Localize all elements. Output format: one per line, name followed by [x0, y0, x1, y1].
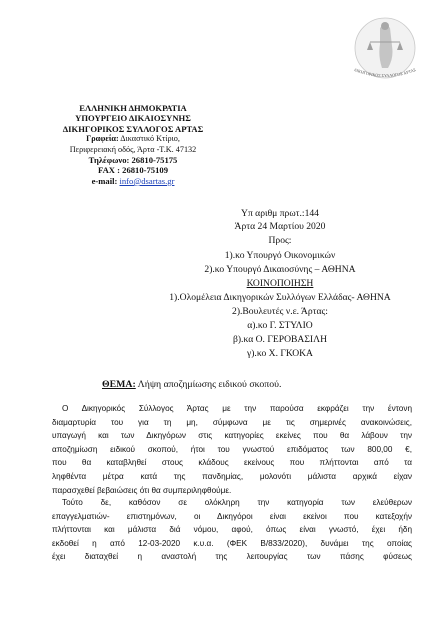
header-line-republic: ΕΛΛΗΝΙΚΗ ΔΗΜΟΚΡΑΤΙΑ [79, 103, 187, 113]
protocol-number: Υπ αριθμ πρωτ.:144 [241, 208, 319, 219]
paragraph-line: πλήττονται και μάλιστα διά νόμου, αφού, όπως είναι γνωστό, έχει ήδη [52, 525, 412, 535]
office-label: Γραφεία: [86, 134, 119, 144]
header-line-ministry: ΥΠΟΥΡΓΕΙΟ ΔΙΚΑΙΟΣΥΝΗΣ [75, 113, 191, 124]
recipient-2: 2).κο Υπουργό Δικαιοσύνης – ΑΘΗΝΑ [204, 264, 356, 275]
bar-association-logo [340, 6, 430, 86]
letterhead [48, 103, 218, 186]
letter-date: Άρτα 24 Μαρτίου 2020 [234, 221, 326, 232]
subject-line [102, 379, 281, 390]
header-office [48, 134, 218, 144]
office-value: Δικαστικό Κτίριο, [120, 134, 180, 144]
header-line-association: ΔΙΚΗΓΟΡΙΚΟΣ ΣΥΛΛΟΓΟΣ ΑΡΤΑΣ [62, 123, 204, 134]
paragraph-line: αποζημίωση ειδικού σκοπού, ήτοι του γνωστού επιδόματος των 800,00 €, [52, 444, 412, 454]
header-email [48, 176, 218, 186]
paragraph-line: Τούτο δε, καθόσον σε ολόκληρη την κατηγορία των ελεύθερων [62, 498, 412, 507]
mp-2: β).κα Ο. ΓΕΡΟΒΑΣΙΛΗ [232, 334, 328, 345]
mp-3: γ).κο Χ. ΓΚΟΚΑ [247, 348, 313, 359]
cc-recipient-2: 2).Βουλευτές ν.ε. Άρτας: [232, 306, 328, 317]
recipient-1: 1).κο Υπουργό Οικονομικών [224, 250, 336, 261]
paragraph-line: εκδοθεί η από 12-03-2020 κ.υ.α. (ΦΕΚ Β/833/2020), δυνάμει της οποίας [52, 538, 412, 548]
paragraph-line: υπαγωγή και των Δικηγόρων στις κατηγορίες εκείνες που θα λάβουν την [52, 431, 412, 441]
email-label: e-mail: [91, 175, 118, 186]
header-address: Περιφερειακή οδός, Άρτα -Τ.Κ. 47132 [69, 144, 197, 154]
logo-arc-bottom: ΔΙΚΗΓΟΡΙΚΟΣ ΣΥΛΛΟΓΟΣ ΑΡΤΑΣ [353, 66, 417, 79]
paragraph-line: παρασχεθεί βεβαιώσεις ότι θα συμπεριληφθούμε. [52, 485, 232, 495]
email-link[interactable]: info@dsartas.gr [119, 175, 175, 186]
subject-label: ΘΕΜΑ: [102, 379, 136, 390]
paragraph-line: έχει διαταχθεί η αναστολή της λειτουργίας των πάσης φύσεως [52, 552, 412, 562]
subject-text: Λήψη αποζημίωσης ειδικού σκοπού. [135, 379, 282, 390]
cc-label: ΚΟΙΝΟΠΟΙΗΣΗ [246, 278, 314, 289]
paragraph-line: επαγγελματιών- επιστημόνων, οι Δικηγόροι είναι εκείνοι που κατεξοχήν [52, 511, 412, 521]
paragraph-line: διαμαρτυρία του για τη μη, σύμφωνα με τις σημερινές ανακοινώσεις, [52, 417, 412, 427]
header-fax: FAX : 26810-75109 [97, 165, 168, 176]
to-label: Προς: [268, 235, 292, 246]
body-paragraph-2 [52, 496, 412, 564]
mp-1: α).κο Γ. ΣΤΥΛΙΟ [247, 320, 313, 331]
logo-arc-top [340, 6, 378, 8]
cc-recipient-1: 1).Ολομέλεια Δικηγορικών Συλλόγων Ελλάδας- ΑΘΗΝΑ [169, 292, 391, 303]
body-paragraph-1 [52, 402, 412, 497]
paragraph-line: Ο Δικηγορικός Σύλλογος Άρτας με την παρούσα εκφράζει την έντονη [62, 404, 412, 413]
header-phone: Τηλέφωνο: 26810-75175 [88, 155, 178, 166]
paragraph-line: ληφθέντα μέτρα κατά της πανδημίας, μολονότι μάλιστα αρχικά είχαν [52, 471, 412, 481]
paragraph-line: που θα καταβληθεί στους κλάδους εκείνους που πλήττονται από τα [52, 458, 412, 468]
